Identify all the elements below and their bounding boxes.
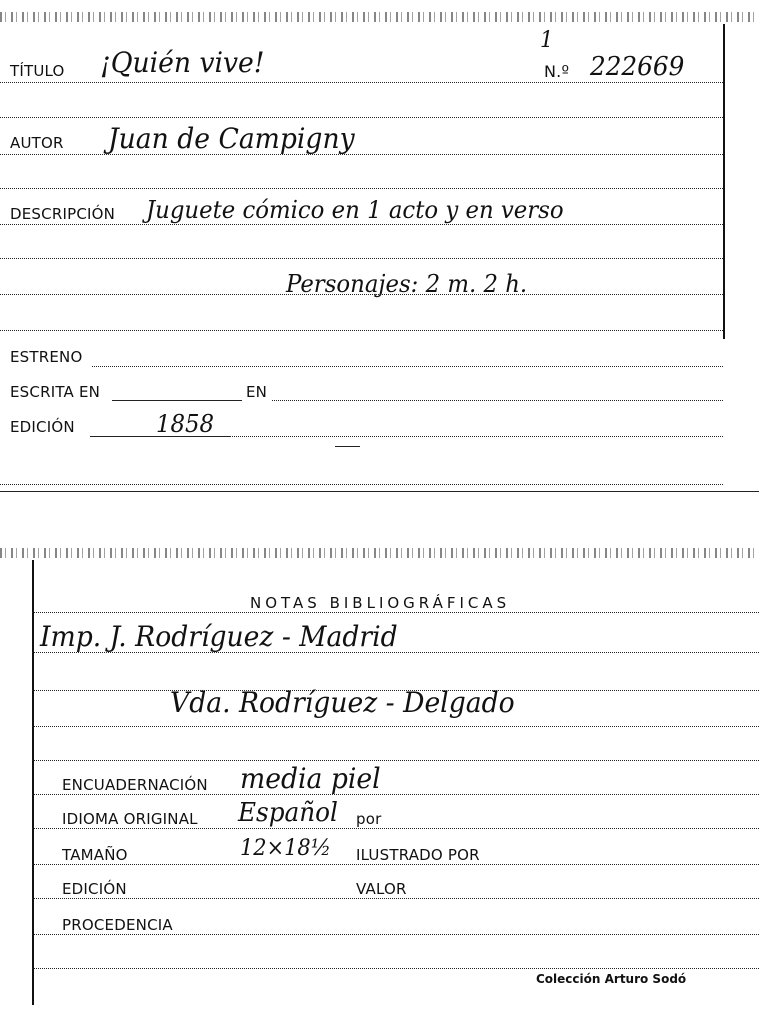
edicion-rule [90, 436, 230, 437]
descripcion-value-2: Personajes: 2 m. 2 h. [286, 270, 528, 298]
en-rule [272, 400, 723, 401]
ilustrado-label: ILUSTRADO POR [356, 846, 480, 864]
tamano-label: TAMAÑO [62, 846, 128, 864]
descripcion-value: Juguete cómico en 1 acto y en verso [146, 196, 564, 224]
en-label: EN [246, 383, 268, 401]
notas-heading: NOTAS BIBLIOGRÁFICAS [250, 594, 511, 612]
descripcion-rule [0, 224, 723, 225]
descripcion-label: DESCRIPCIÓN [10, 205, 116, 223]
valor-label: VALOR [356, 880, 407, 898]
edicion-rule [32, 898, 759, 899]
tamano-rule [32, 864, 759, 865]
note-rule [32, 652, 759, 653]
estreno-rule [92, 366, 723, 367]
bottom-rule [0, 484, 723, 485]
encuadernacion-rule [32, 794, 759, 795]
tamano-value: 12×18½ [240, 836, 331, 861]
idioma-rule [32, 828, 759, 829]
autor-label: AUTOR [10, 134, 64, 152]
edicion-label: EDICIÓN [62, 880, 127, 898]
card-left-border [32, 560, 34, 1005]
procedencia-rule [32, 934, 759, 935]
numero-label: N.º [544, 62, 570, 81]
numero-mark: 1 [540, 28, 554, 53]
escrita-label: ESCRITA EN [10, 383, 101, 401]
por-label: por [356, 810, 382, 828]
note-rule [32, 726, 759, 727]
titulo-value: ¡Quién vive! [100, 46, 265, 79]
note-line-1: Imp. J. Rodríguez - Madrid [40, 620, 398, 653]
note-rule [32, 760, 759, 761]
procedencia-label: PROCEDENCIA [62, 916, 173, 934]
numero-value: 222669 [590, 52, 685, 82]
note-line-2: Vda. Rodríguez - Delgado [170, 686, 515, 719]
catalog-card-front [0, 0, 759, 492]
blank-rule [0, 117, 723, 118]
card-right-border [723, 24, 725, 339]
scan-edge-noise [0, 548, 759, 558]
collection-stamp: Colección Arturo Sodó [536, 972, 687, 986]
edicion-mark [335, 446, 360, 447]
autor-rule [0, 154, 723, 155]
escrita-rule [112, 400, 242, 401]
blank-rule [0, 188, 723, 189]
titulo-label: TÍTULO [10, 62, 65, 80]
blank-rule [0, 294, 723, 295]
encuadernacion-value: media piel [240, 762, 381, 795]
encuadernacion-label: ENCUADERNACIÓN [62, 776, 208, 794]
catalog-card-back [0, 540, 759, 1028]
scan-edge-noise [0, 12, 759, 22]
blank-rule [32, 968, 759, 969]
idioma-label: IDIOMA ORIGINAL [62, 810, 198, 828]
blank-rule [0, 258, 723, 259]
idioma-value: Español [238, 798, 338, 828]
edicion-rule-dotted [230, 436, 723, 437]
card-separator [0, 491, 759, 492]
notas-rule [32, 612, 759, 613]
autor-value: Juan de Campigny [108, 122, 355, 155]
estreno-label: ESTRENO [10, 348, 83, 366]
edicion-value: 1858 [156, 410, 215, 438]
edicion-label: EDICIÓN [10, 418, 75, 436]
blank-rule [0, 330, 723, 331]
note-rule [32, 690, 759, 691]
titulo-rule [0, 82, 723, 83]
